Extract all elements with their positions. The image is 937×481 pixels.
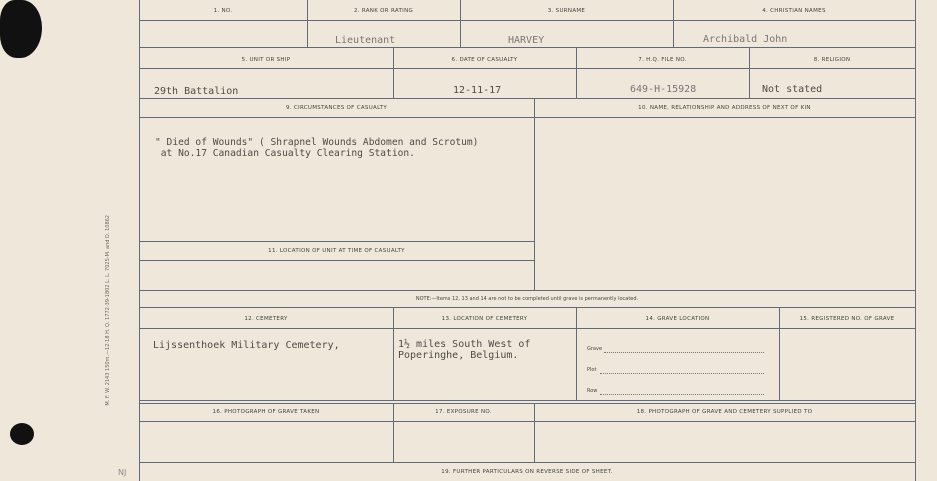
ink-blot [0,0,42,58]
header-photo-taken: 16. PHOTOGRAPH OF GRAVE TAKEN [212,409,320,415]
header-next-of-kin: 10. NAME, RELATIONSHIP AND ADDRESS OF NEXT OF KIN [638,105,811,111]
grave-label: Grave [587,346,603,352]
header-further-particulars: 19. FURTHER PARTICULARS ON REVERSE SIDE OF SHEET. [441,469,613,475]
rule [139,403,915,404]
rule [576,47,577,98]
frame-right [915,0,916,481]
header-exposure-no: 17. EXPOSURE NO. [435,409,492,415]
header-cemetery-location: 13. LOCATION OF CEMETERY [441,316,528,322]
rule [139,400,915,401]
rule [139,260,534,261]
rule [139,68,915,69]
form-code: M. F. W. 2143 150m.—12-18 H. Q. 1772-39-1802 L. L. 7025-M. and D. 10862 [105,215,111,406]
row-line [600,394,764,395]
header-file-no: 7. H.Q. FILE NO. [638,57,687,63]
header-date: 6. DATE OF CASUALTY [451,57,518,63]
header-grave-location: 14. GRAVE LOCATION [645,316,710,322]
header-cemetery: 12. CEMETERY [244,316,288,322]
rank-value: Lieutenant [335,35,396,46]
header-unit: 5. UNIT OR SHIP [241,57,291,63]
header-religion: 8. RELIGION [813,57,851,63]
header-registered-no: 15. REGISTERED NO. OF GRAVE [799,316,895,322]
christian-names-value: Archibald John [703,34,788,45]
header-photo-supplied: 18. PHOTOGRAPH OF GRAVE AND CEMETERY SUPPLIED TO [636,409,813,415]
rule [139,290,915,291]
rule [139,421,915,422]
rule [393,47,394,98]
rule [534,98,535,290]
date-value: 12-11-17 [453,85,502,96]
religion-value: Not stated [762,84,823,95]
rule [139,47,915,48]
circumstances-value: " Died of Wounds" ( Shrapnel Wounds Abdomen and Scrotum) at No.17 Canadian Casualty Clearing Station. [155,137,479,159]
surname-value: HARVEY [508,35,545,46]
header-surname: 3. SURNAME [547,8,586,14]
rule [139,20,915,21]
header-circumstances: 9. CIRCUMSTANCES OF CASUALTY [285,105,388,111]
file-no-value: 649-H-15928 [630,84,697,95]
punch-hole [10,423,34,445]
grave-line [604,352,764,353]
header-unit-location: 11. LOCATION OF UNIT AT TIME OF CASUALTY [268,248,405,254]
initials: NJ [118,468,127,477]
header-christian-names: 4. CHRISTIAN NAMES [762,8,826,14]
rule [139,328,915,329]
rule [139,117,915,118]
note: NOTE:—Items 12, 13 and 14 are not to be completed until grave is permanently located. [415,296,639,302]
header-no: 1. NO. [213,8,233,14]
rule [139,462,915,463]
rule [139,241,534,242]
rule [749,47,750,98]
header-rank: 2. RANK OR RATING [353,8,414,14]
row-label: Row [587,388,598,394]
rule [139,98,915,99]
rule [139,307,915,308]
plot-line [600,373,764,374]
plot-label: Plot [587,367,597,373]
cemetery-location-value: 1½ miles South West of Poperinghe, Belgium. [398,339,531,361]
cemetery-value: Lijssenthoek Military Cemetery, [153,340,340,351]
unit-value: 29th Battalion [154,86,239,97]
